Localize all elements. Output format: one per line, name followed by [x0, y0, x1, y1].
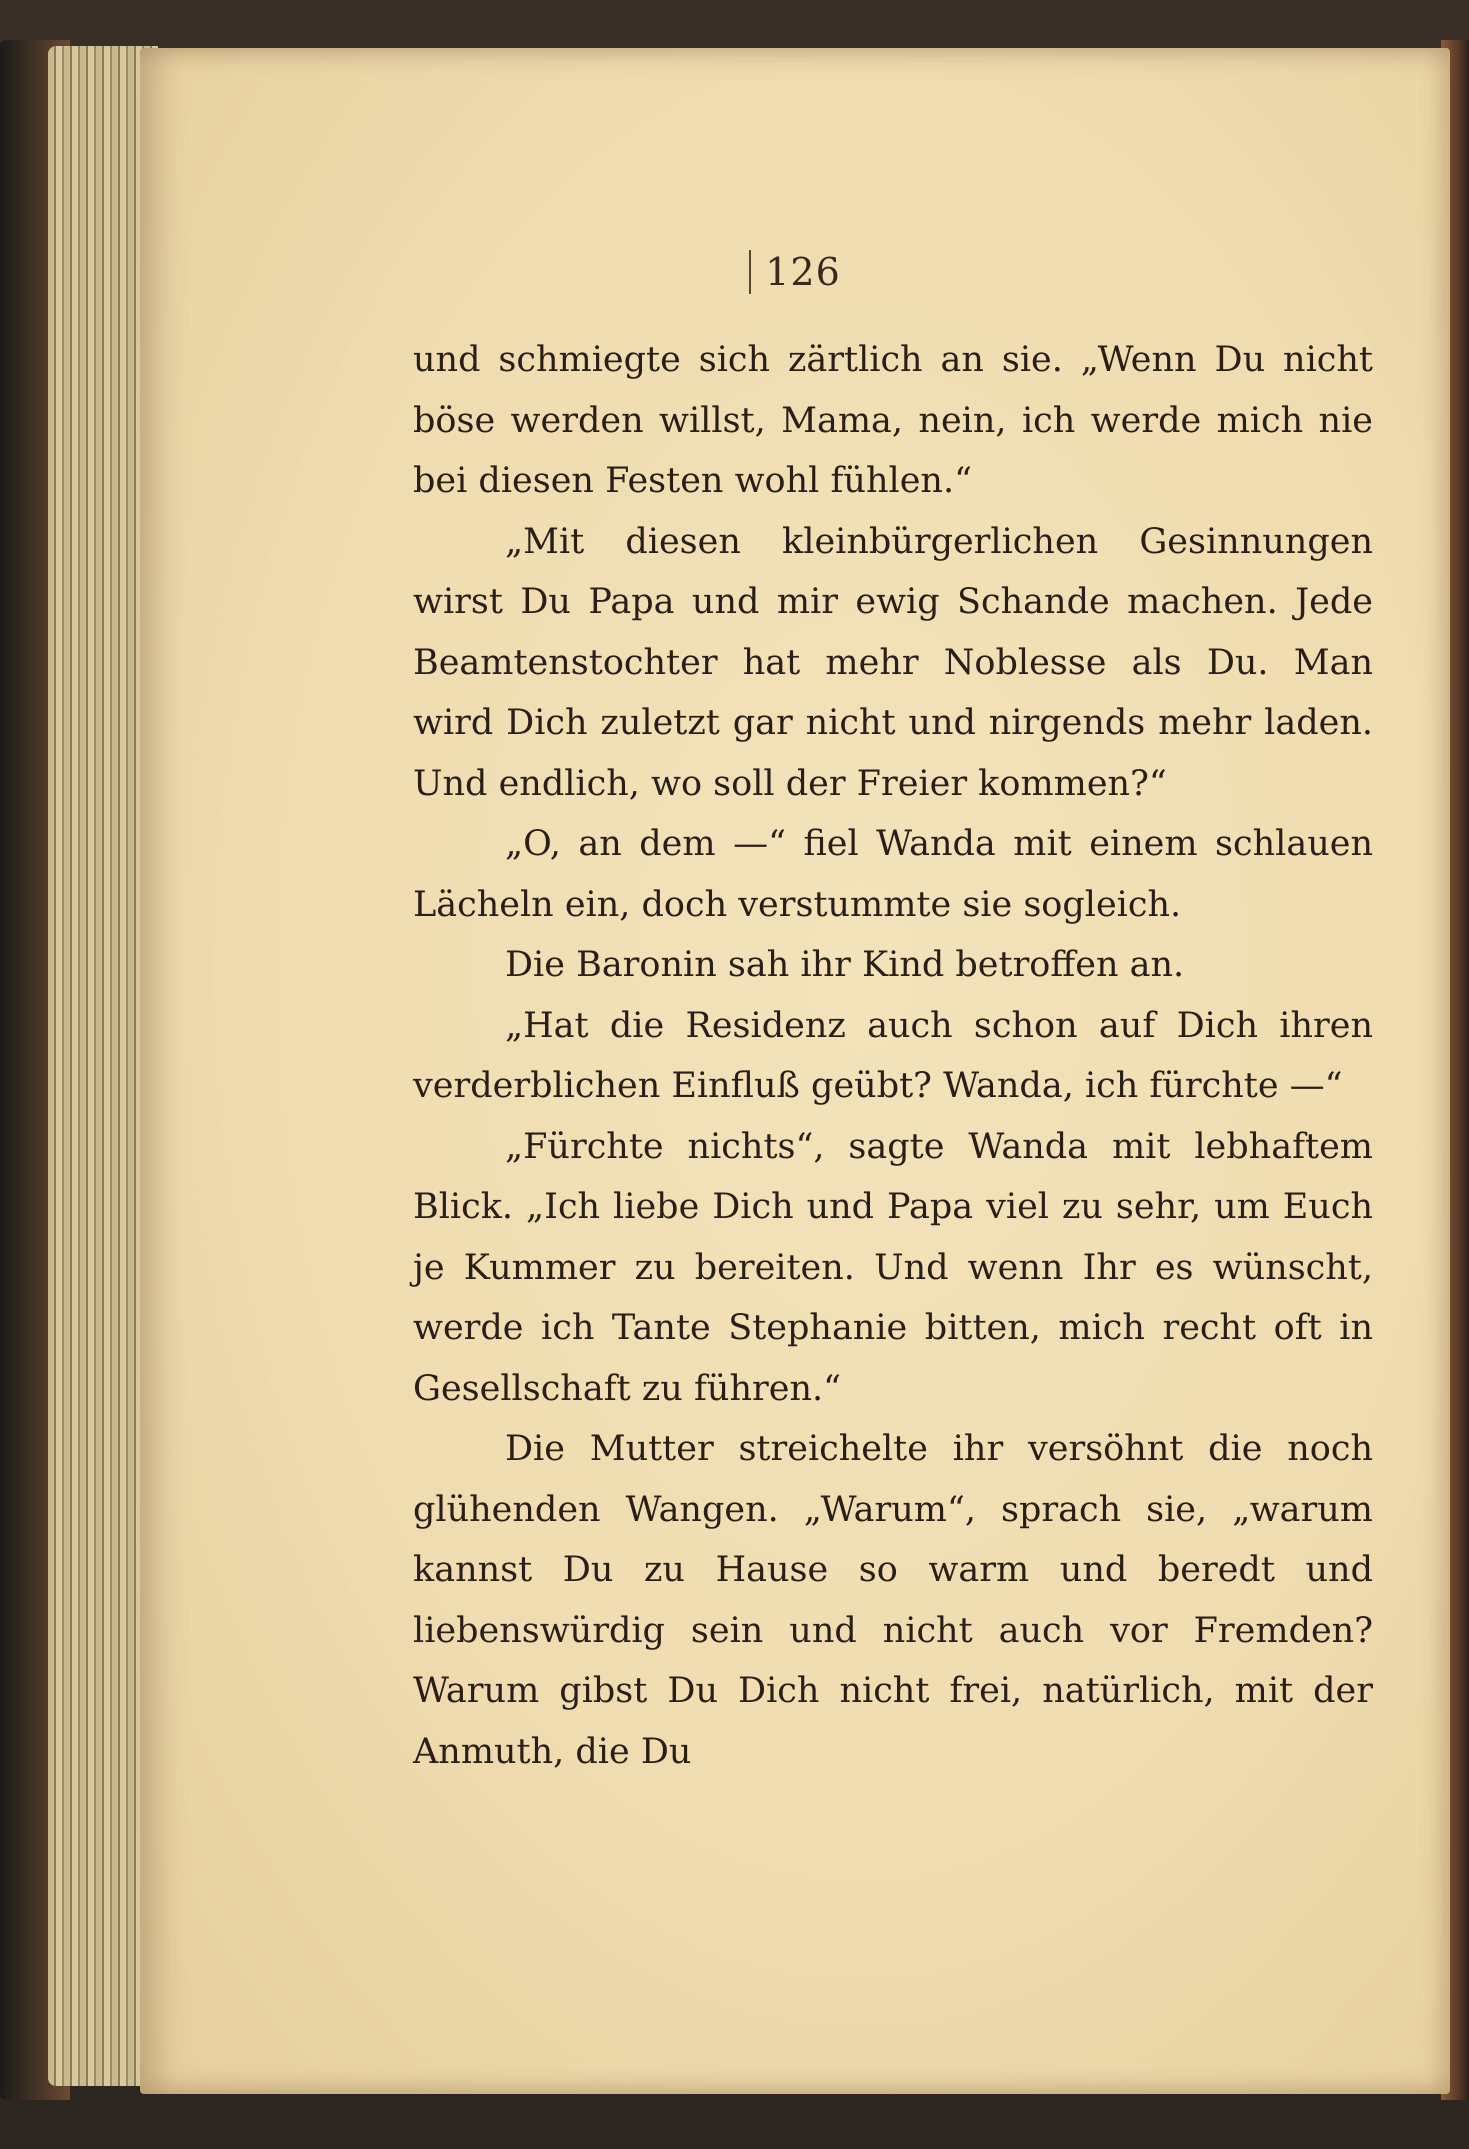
- paragraph-3: „O, an dem —“ fiel Wanda mit einem schlauen Lächeln ein, doch verstummte sie sogleich.: [413, 824, 1373, 925]
- page-number: 126: [749, 250, 841, 294]
- paragraph-4: Die Baronin sah ihr Kind betroffen an.: [505, 945, 1185, 985]
- paragraph-2: „Mit diesen kleinbürgerlichen Gesinnungen wirst Du Papa und mir ewig Schande machen. Jede Beamtenstochter hat mehr Noblesse als Du. Man wird Dich zuletzt gar nicht und nirgends mehr laden. Und endlich, wo soll der Freier kommen?“: [413, 521, 1373, 804]
- paragraph-6: „Fürchte nichts“, sagte Wanda mit lebhaftem Blick. „Ich liebe Dich und Papa viel zu sehr, um Euch je Kummer zu bereiten. Und wenn Ihr es wünscht, werde ich Tante Stephanie bitten, mich recht oft in Gesellschaft zu führen.“: [413, 1126, 1373, 1409]
- paragraph-7: Die Mutter streichelte ihr versöhnt die noch glühenden Wangen. „Warum“, sprach sie, „warum kannst Du zu Hause so warm und beredt und liebenswürdig sein und nicht auch vor Fremden? Warum gibst Du Dich nicht frei, natürlich, mit der Anmuth, die Du: [413, 1429, 1373, 1772]
- paragraph-1: und schmiegte sich zärtlich an sie. „Wenn Du nicht böse werden willst, Mama, nein, ich werde mich nie bei diesen Festen wohl fühlen.“: [413, 340, 1373, 501]
- page-text: [413, 330, 1373, 1782]
- page-header: [140, 250, 1450, 294]
- paragraph-5: „Hat die Residenz auch schon auf Dich ihren verderblichen Einfluß geübt? Wanda, ich fürchte —“: [413, 1005, 1373, 1106]
